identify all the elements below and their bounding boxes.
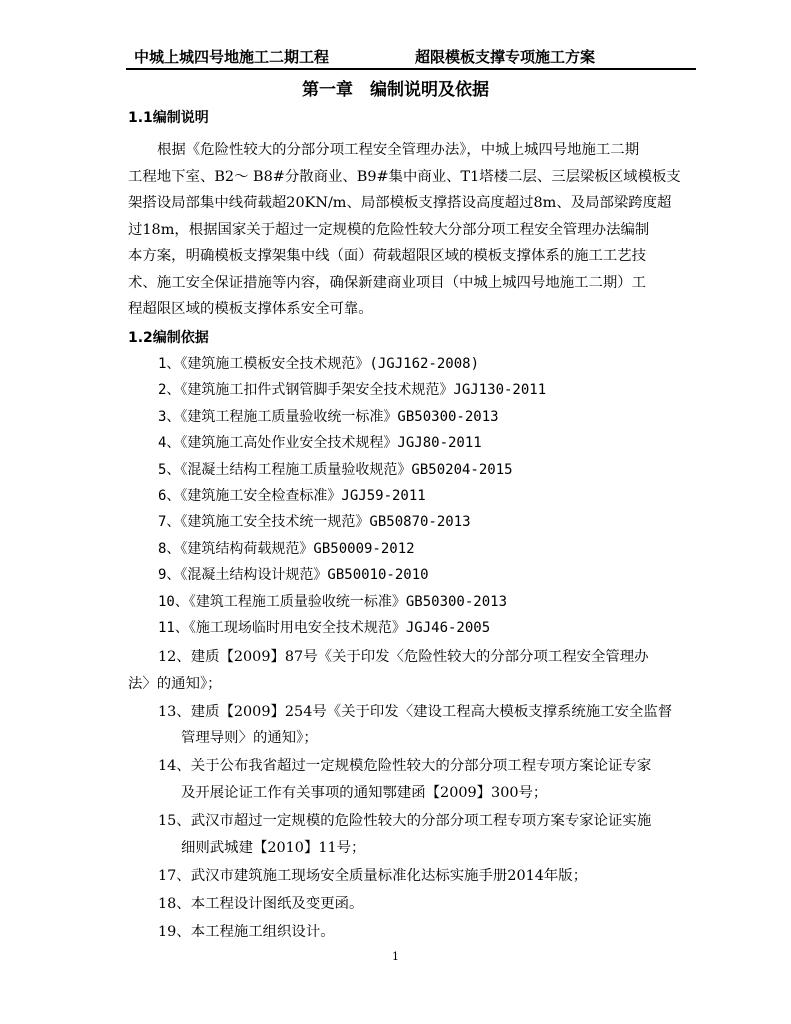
- paragraph-line: 程超限区域的模板支撑体系安全可靠。: [128, 301, 373, 317]
- page-number: 1: [392, 950, 399, 963]
- list-item: 10、《建筑工程施工质量验收统一标准》GB50300-2013: [158, 593, 508, 610]
- list-item: [128, 863, 698, 890]
- chapter-title: 第一章 编制说明及依据: [302, 80, 489, 100]
- list-item: [128, 891, 698, 918]
- list-item-line: 14、关于公布我省超过一定规模危险性较大的分部分项工程专项方案论证专家: [158, 758, 652, 775]
- list-item: 5、《混凝土结构工程施工质量验收规范》GB50204-2015: [158, 461, 513, 478]
- list-item: 3、《建筑工程施工质量验收统一标准》GB50300-2013: [158, 408, 499, 425]
- paragraph-line: 术、施工安全保证措施等内容，确保新建商业项目（中城上城四号地施工二期）工: [128, 274, 647, 291]
- paragraph-line: 本方案，明确模板支撑架集中线（面）荷载超限区域的模板支撑体系的施工工艺技: [128, 248, 647, 264]
- list-item: [128, 808, 698, 861]
- list-item-line: 19、本工程施工组织设计。: [158, 924, 335, 941]
- list-item: 9、《混凝土结构设计规范》GB50010-2010: [158, 567, 429, 584]
- section-heading-1-1: 1.1编制说明: [128, 110, 209, 126]
- paragraph-line: 架搭设局部集中线荷载超20KN/m、局部模板支撑搭设高度超过8m、及局部梁跨度超: [128, 195, 672, 211]
- section-heading-1-2: 1.2编制依据: [128, 330, 209, 346]
- page-header: [126, 46, 696, 70]
- reference-list-continued: [128, 644, 698, 947]
- list-item: 2、《建筑施工扣件式钢管脚手架安全技术规范》JGJ130-2011: [158, 382, 547, 399]
- list-item-line: 12、建质【2009】87号《关于印发〈危险性较大的分部分项工程安全管理办: [158, 649, 649, 665]
- list-item: 7、《建筑施工安全技术统一规范》GB50870-2013: [158, 514, 471, 531]
- header-project-name: 中城上城四号地施工二期工程: [134, 48, 330, 66]
- paragraph-line: 过18m，根据国家关于超过一定规模的危险性较大分部分项工程安全管理办法编制: [128, 221, 650, 238]
- list-item: 6、《建筑施工安全检查标准》JGJ59-2011: [158, 487, 426, 504]
- list-item: [128, 919, 698, 946]
- list-item: [128, 644, 698, 697]
- list-item-line: 法〉的通知》；: [128, 675, 222, 692]
- list-item: 4、《建筑施工高处作业安全技术规程》JGJ80-2011: [158, 435, 482, 452]
- list-item: 11、《施工现场临时用电安全技术规范》JGJ46-2005: [158, 619, 491, 636]
- reference-list: [128, 351, 698, 641]
- list-item-line: 及开展论证工作有关事项的通知鄂建函【2009】300号；: [181, 784, 548, 801]
- section-1-1-paragraph: [128, 137, 698, 323]
- list-item-line: 17、武汉市建筑施工现场安全质量标准化达标实施手册2014年版；: [158, 867, 588, 884]
- header-document-title: 超限模板支撑专项施工方案: [415, 48, 596, 66]
- list-item: [128, 699, 698, 752]
- paragraph-line: 根据《危险性较大的分部分项工程安全管理办法》，中城上城四号地施工二期: [157, 142, 640, 158]
- list-item-line: 细则武城建【2010】11号；: [181, 839, 366, 856]
- list-item: 8、《建筑结构荷载规范》GB50009-2012: [158, 540, 415, 557]
- list-item-line: 管理导则〉的通知》；: [181, 730, 318, 747]
- list-item: 1、《建筑施工模板安全技术规范》(JGJ162-2008): [158, 356, 480, 372]
- list-item-line: 15、武汉市超过一定规模的危险性较大的分部分项工程专项方案专家论证实施: [158, 813, 652, 830]
- paragraph-line: 工程地下室、B2～ B8#分散商业、B9#集中商业、T1塔楼二层、三层梁板区域模板支: [128, 168, 681, 185]
- list-item-line: 13、建质【2009】254号《关于印发〈建设工程高大模板支撑系统施工安全监督: [158, 703, 673, 720]
- list-item-line: 18、本工程设计图纸及变更函。: [158, 895, 364, 912]
- list-item: [128, 753, 698, 806]
